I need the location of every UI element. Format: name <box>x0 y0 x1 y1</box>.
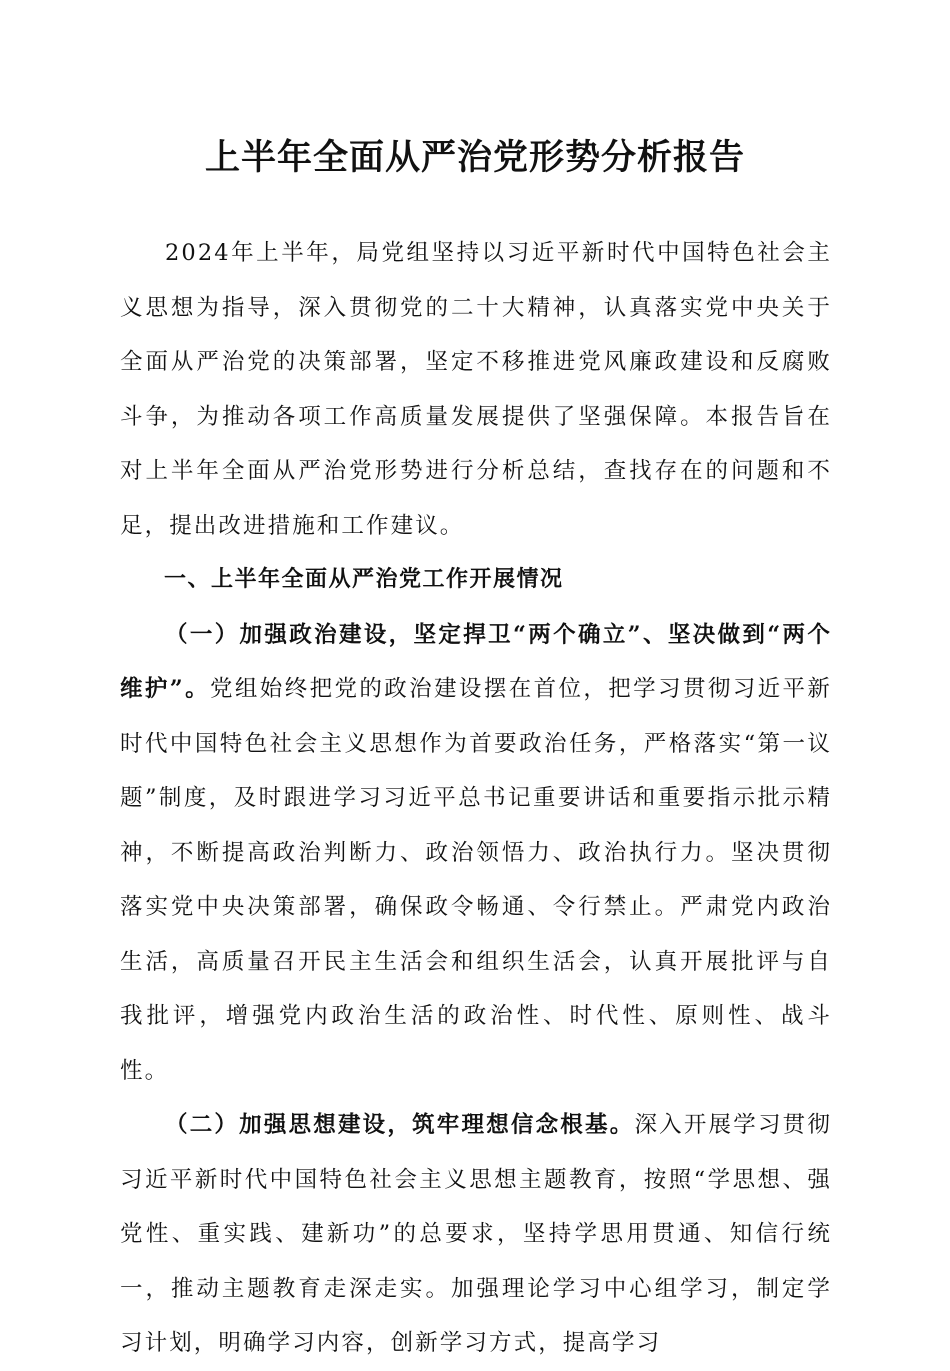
document-body <box>120 226 832 1371</box>
subsection-text-2: 深入开展学习贯彻习近平新时代中国特色社会主义思想主题教育，按照“学思想、强党性、重实践、建新功”的总要求，坚持学思用贯通、知信行统一，推动主题教育走深走实。加强理论学习中心组学习，制定学习计划，明确学习内容，创新学习方式，提高学习 <box>120 1112 832 1356</box>
subsection-text-1: 党组始终把党的政治建设摆在首位，把学习贯彻习近平新时代中国特色社会主义思想作为首要政治任务，严格落实“第一议题”制度，及时跟进学习习近平总书记重要讲话和重要指示批示精神，不断提高政治判断力、政治领悟力、政治执行力。坚决贯彻落实党中央决策部署，确保政令畅通、令行禁止。严肃党内政治生活，高质量召开民主生活会和组织生活会，认真开展批评与自我批评，增强党内政治生活的政治性、时代性、原则性、战斗性。 <box>120 676 832 1084</box>
intro-paragraph: 2024年上半年，局党组坚持以习近平新时代中国特色社会主义思想为指导，深入贯彻党的二十大精神，认真落实党中央关于全面从严治党的决策部署，坚定不移推进党风廉政建设和反腐败斗争，为推动各项工作高质量发展提供了坚强保障。本报告旨在对上半年全面从严治党形势进行分析总结，查找存在的问题和不足，提出改进措施和工作建议。 <box>120 240 832 539</box>
subsection-lead-2: （二）加强思想建设，筑牢理想信念根基。 <box>165 1112 635 1138</box>
document-title: 上半年全面从严治党形势分析报告 <box>204 138 745 178</box>
subsection-lead-1: （一）加强政治建设，坚定捍卫“两个确立”、坚决做到“两个维护”。 <box>120 621 832 702</box>
subsection-paragraph-2 <box>120 1098 832 1371</box>
section-heading: 一、上半年全面从严治党工作开展情况 <box>164 567 564 592</box>
subsection-paragraph-1 <box>120 608 832 1099</box>
